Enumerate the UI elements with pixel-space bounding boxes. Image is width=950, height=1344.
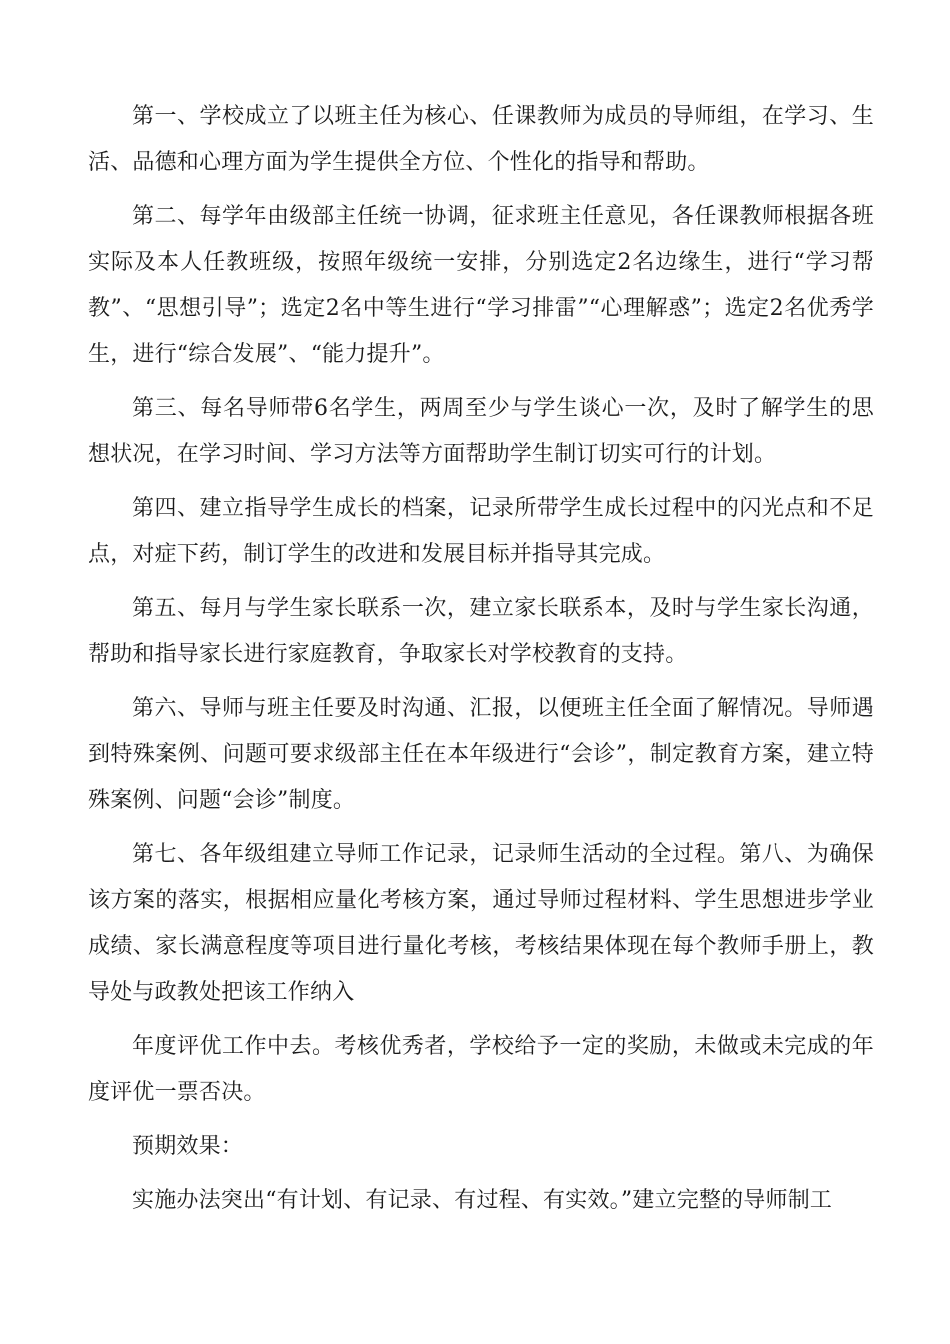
paragraph-1: 第一、学校成立了以班主任为核心、任课教师为成员的导师组，在学习、生活、品德和心理方面为学生提供全方位、个性化的指导和帮助。 <box>88 104 874 175</box>
paragraph-5: 第五、每月与学生家长联系一次，建立家长联系本，及时与学生家长沟通，帮助和指导家长进行家庭教育，争取家长对学校教育的支持。 <box>88 596 874 667</box>
paragraph-10: 实施办法突出“有计划、有记录、有过程、有实效。”建立完整的导师制工 <box>132 1188 833 1213</box>
paragraph-7: 第七、各年级组建立导师工作记录，记录师生活动的全过程。第八、为确保该方案的落实，根据相应量化考核方案，通过导师过程材料、学生思想进步学业成绩、家长满意程度等项目进行量化考核，考核结果体现在每个教师手册上，教导处与政教处把该工作纳入 <box>88 842 874 1005</box>
paragraph-6: 第六、导师与班主任要及时沟通、汇报，以便班主任全面了解情况。导师遇到特殊案例、问题可要求级部主任在本年级进行“会诊”，制定教育方案，建立特殊案例、问题“会诊”制度。 <box>88 696 874 813</box>
document-body <box>88 94 874 1232</box>
paragraph-2: 第二、每学年由级部主任统一协调，征求班主任意见，各任课教师根据各班实际及本人任教班级，按照年级统一安排，分别选定2名边缘生，进行“学习帮教”、“思想引导”；选定2名中等生进行“学习排雷”“心理解惑”；选定2名优秀学生，进行“综合发展”、“能力提升”。 <box>88 204 874 367</box>
paragraph-4: 第四、建立指导学生成长的档案，记录所带学生成长过程中的闪光点和不足点，对症下药，制订学生的改进和发展目标并指导其完成。 <box>88 496 874 567</box>
paragraph-8: 年度评优工作中去。考核优秀者，学校给予一定的奖励，未做或未完成的年度评优一票否决。 <box>88 1034 874 1105</box>
paragraph-9: 预期效果： <box>132 1134 244 1159</box>
paragraph-3: 第三、每名导师带6名学生，两周至少与学生谈心一次，及时了解学生的思想状况，在学习时间、学习方法等方面帮助学生制订切实可行的计划。 <box>88 396 874 467</box>
